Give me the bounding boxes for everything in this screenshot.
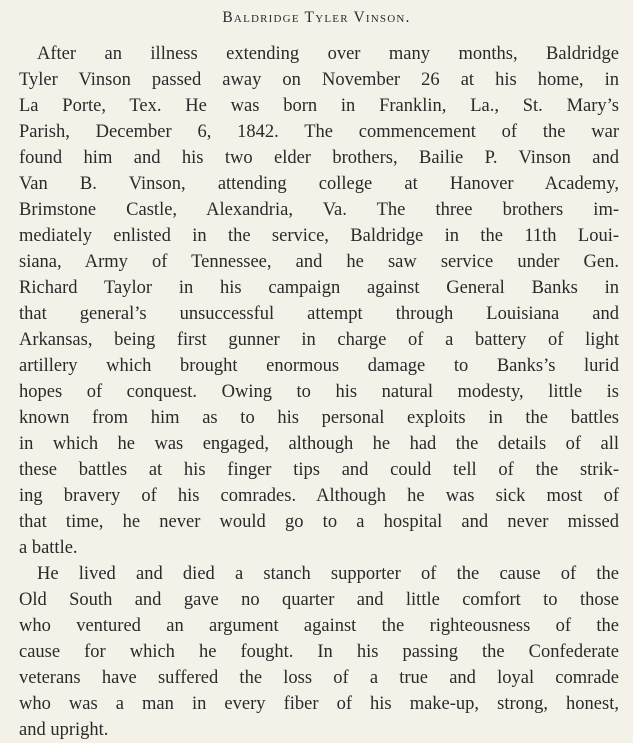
paragraph-1-line-18: ing bravery of his comrades. Although he was sick most of (19, 486, 619, 506)
paragraph-1-line-4: Parish, December 6, 1842. The commencement of the war (19, 122, 619, 142)
paragraph-1-line-9: siana, Army of Tennessee, and he saw service under Gen. (19, 252, 619, 272)
paragraph-1-line-13: artillery which brought enormous damage to Banks’s lurid (19, 356, 619, 376)
paragraph-1-line-14: hopes of conquest. Owing to his natural modesty, little is (19, 382, 619, 402)
paragraph-1-line-5: found him and his two elder brothers, Bailie P. Vinson and (19, 148, 619, 168)
paragraph-2-line-1: He lived and died a stanch supporter of the cause of the (37, 564, 619, 584)
paragraph-1-line-7: Brimstone Castle, Alexandria, Va. The three brothers im- (19, 200, 619, 220)
paragraph-1-line-15: known from him as to his personal exploits in the battles (19, 408, 619, 428)
paragraph-2-line-5: veterans have suffered the loss of a true and loyal comrade (19, 668, 619, 688)
paragraph-1-line-3: La Porte, Tex. He was born in Franklin, La., St. Mary’s (19, 96, 619, 116)
paragraph-1-line-8: mediately enlisted in the service, Baldridge in the 11th Loui- (19, 226, 619, 246)
paragraph-2-line-2: Old South and gave no quarter and little comfort to those (19, 590, 619, 610)
paragraph-2-line-6: who was a man in every fiber of his make-up, strong, honest, (19, 694, 619, 714)
paragraph-1-line-1: After an illness extending over many months, Baldridge (37, 44, 619, 64)
paragraph-1-line-19: that time, he never would go to a hospital and never missed (19, 512, 619, 532)
paragraph-1-line-16: in which he was engaged, although he had the details of all (19, 434, 619, 454)
paragraph-1-line-20: a battle. (19, 538, 78, 558)
paragraph-2-line-7: and upright. (19, 720, 109, 740)
article-title: Baldridge Tyler Vinson. (222, 9, 411, 26)
paragraph-1-line-12: Arkansas, being first gunner in charge of a battery of light (19, 330, 619, 350)
paragraph-2-line-4: cause for which he fought. In his passing the Confederate (19, 642, 619, 662)
paragraph-1-line-6: Van B. Vinson, attending college at Hanover Academy, (19, 174, 619, 194)
article-body (19, 41, 619, 743)
paragraph-1-line-11: that general’s unsuccessful attempt through Louisiana and (19, 304, 619, 324)
paragraph-1-line-2: Tyler Vinson passed away on November 26 at his home, in (19, 70, 619, 90)
paragraph-1-line-10: Richard Taylor in his campaign against General Banks in (19, 278, 619, 298)
paragraph-1-line-17: these battles at his finger tips and could tell of the strik- (19, 460, 619, 480)
paragraph-2-line-3: who ventured an argument against the righteousness of the (19, 616, 619, 636)
